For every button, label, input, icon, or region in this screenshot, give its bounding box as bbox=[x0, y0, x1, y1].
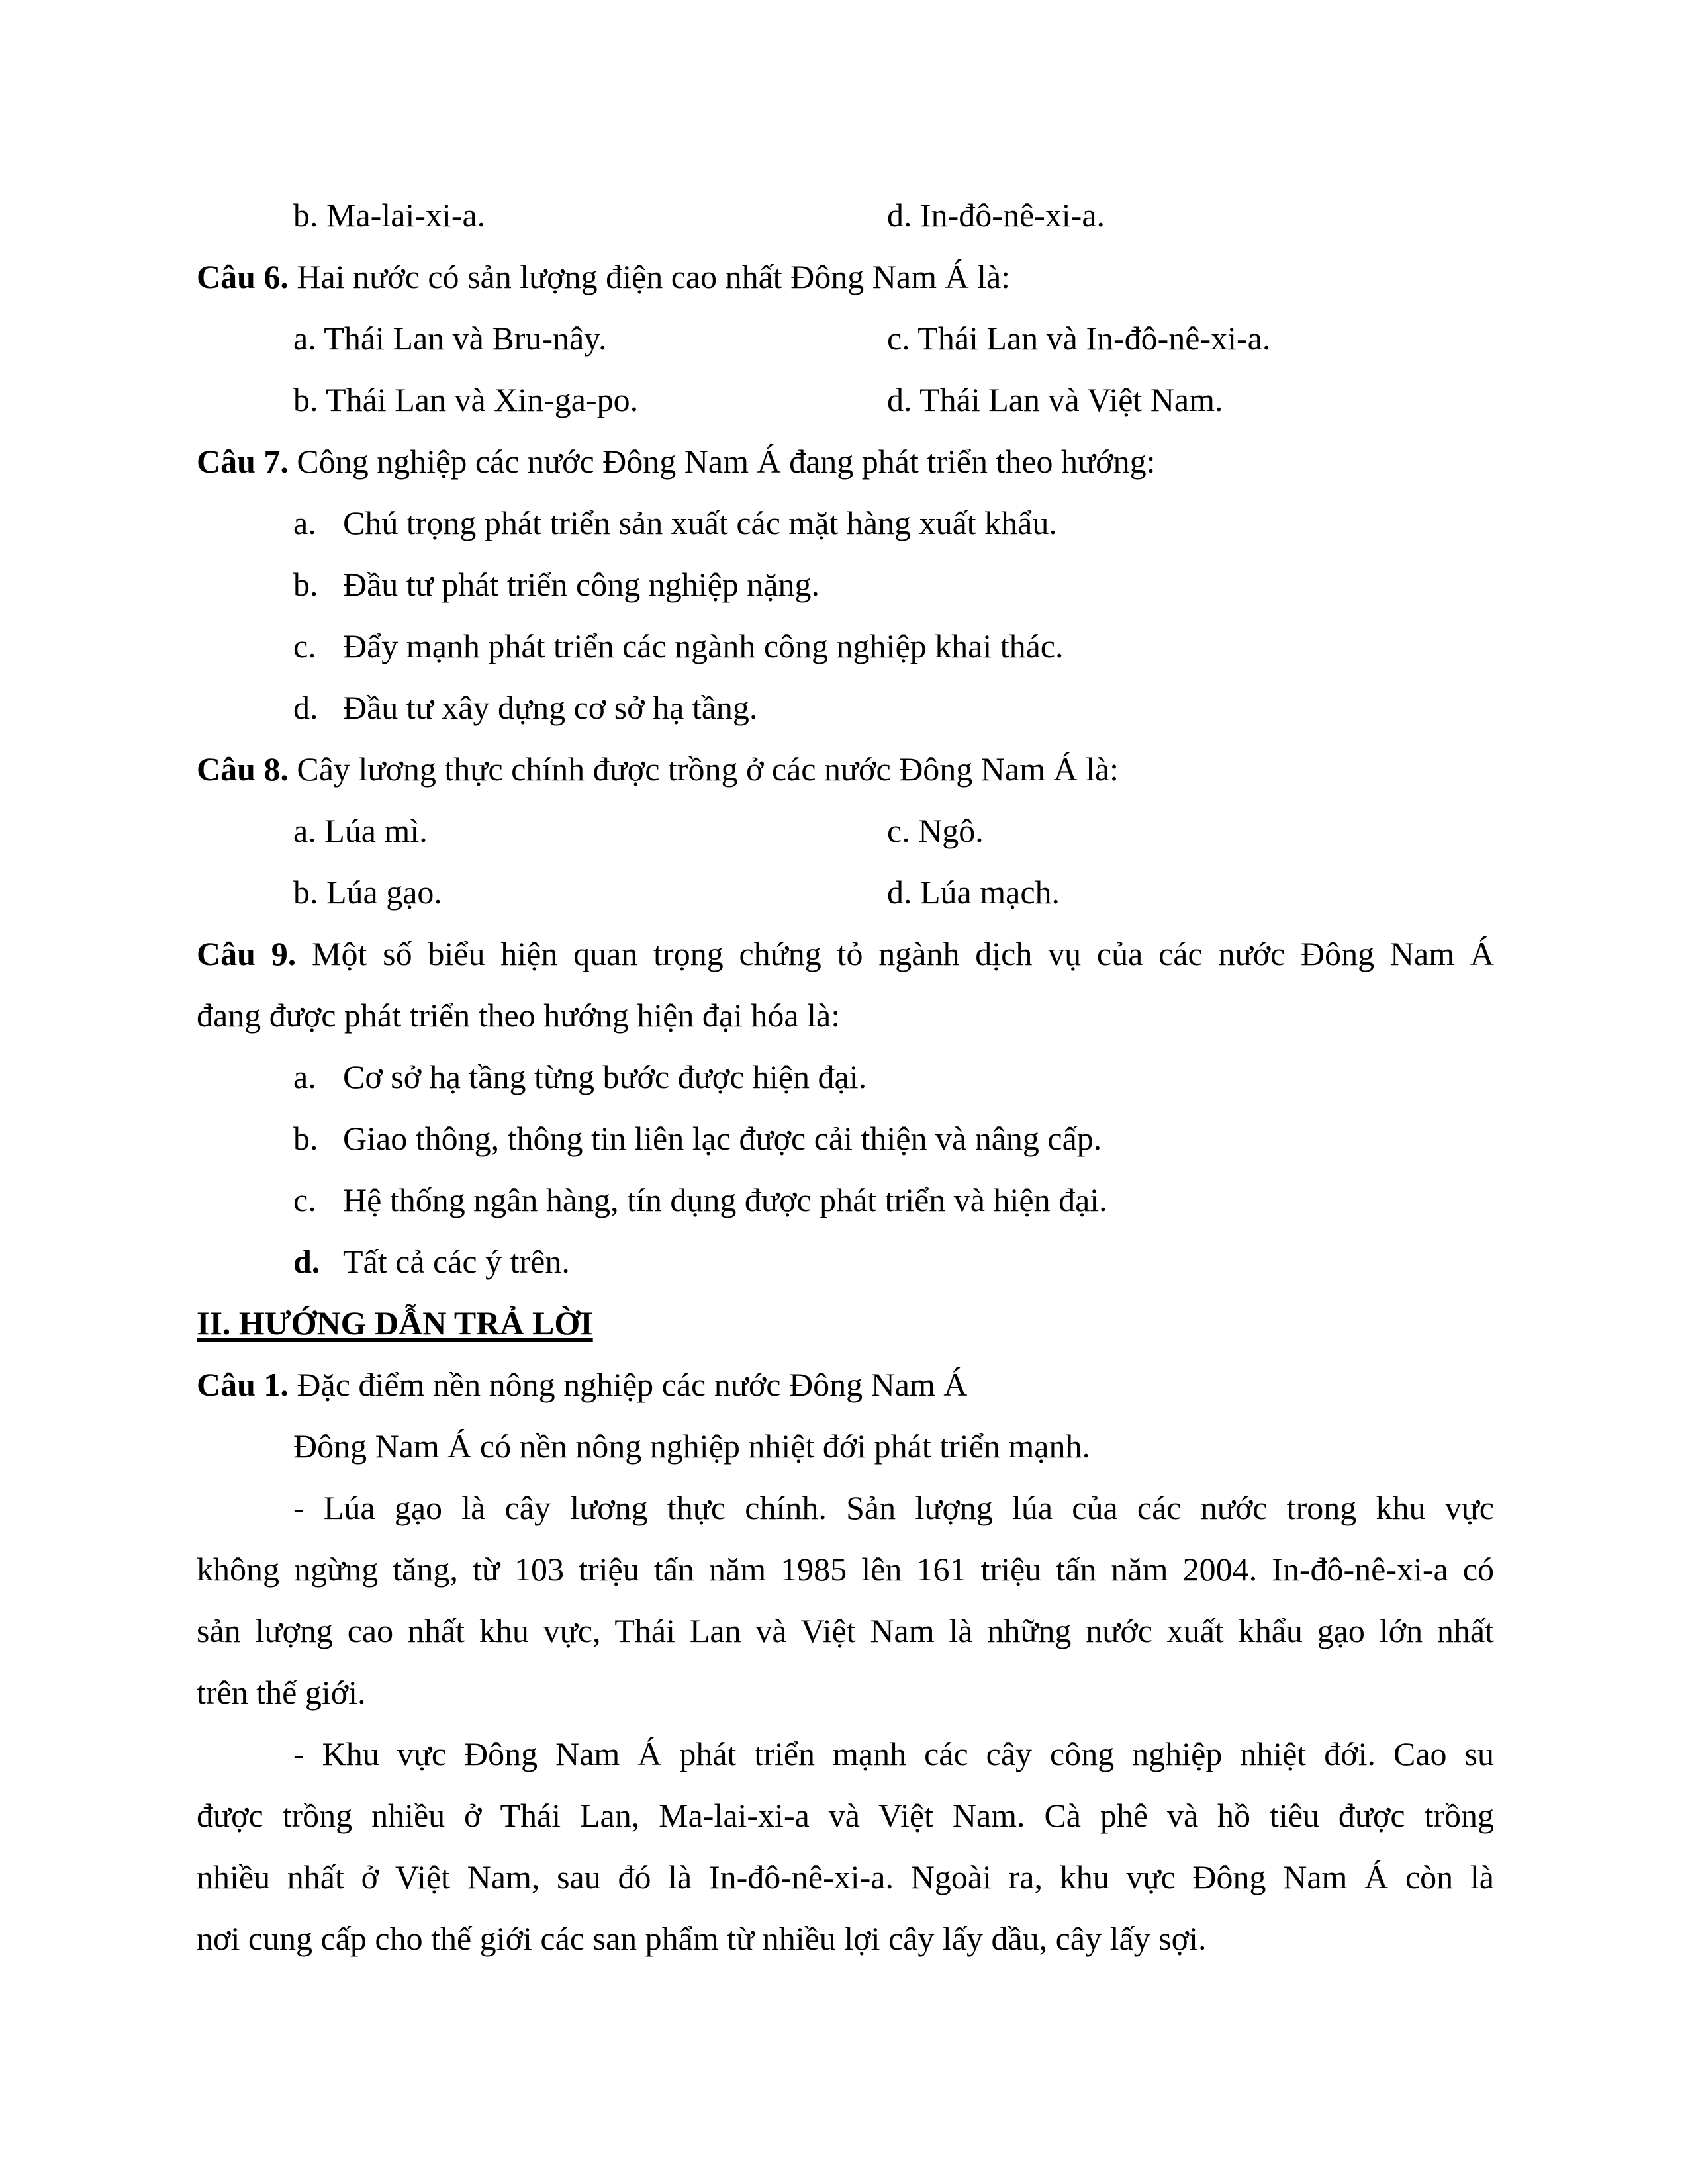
paragraph-line: trên thế giới. bbox=[197, 1674, 366, 1711]
option-marker: c. bbox=[293, 1181, 316, 1218]
option-marker: b. bbox=[293, 1120, 318, 1157]
paragraph-line: nơi cung cấp cho thế giới các san phẩm từ nhiều lợi cây lấy dầu, cây lấy sợi. bbox=[197, 1920, 1207, 1957]
option-d: d. In-đô-nê-xi-a. bbox=[887, 197, 1105, 234]
question-9 bbox=[197, 934, 1494, 974]
option-a bbox=[293, 503, 1057, 543]
option-b: b. Ma-lai-xi-a. bbox=[293, 197, 486, 234]
option-a bbox=[293, 1057, 867, 1097]
question-8 bbox=[197, 749, 1119, 789]
answer-label: Câu 1. bbox=[197, 1366, 289, 1403]
option-marker: b. bbox=[293, 566, 318, 603]
option-b: b. Thái Lan và Xin-ga-po. bbox=[293, 381, 639, 418]
question-7 bbox=[197, 441, 1156, 481]
option-text: Tất cả các ý trên. bbox=[343, 1243, 570, 1280]
paragraph-line: được trồng nhiều ở Thái Lan, Ma-lai-xi-a và Việt Nam. Cà phê và hồ tiêu được trồng bbox=[197, 1797, 1494, 1834]
option-d bbox=[293, 688, 757, 727]
option-marker: d. bbox=[293, 1243, 320, 1280]
paragraph-line: không ngừng tăng, từ 103 triệu tấn năm 1985 lên 161 triệu tấn năm 2004. In-đô-nê-xi-a có bbox=[197, 1551, 1494, 1588]
question-label: Câu 7. bbox=[197, 443, 289, 480]
question-6 bbox=[197, 257, 1010, 296]
question-text: Một số biểu hiện quan trọng chứng tỏ ngành dịch vụ của các nước Đông Nam Á bbox=[312, 935, 1494, 972]
option-text: Đẩy mạnh phát triển các ngành công nghiệp khai thác. bbox=[343, 627, 1064, 664]
question-text: Cây lương thực chính được trồng ở các nước Đông Nam Á là: bbox=[297, 751, 1119, 788]
option-d: d. Thái Lan và Việt Nam. bbox=[887, 381, 1223, 418]
paragraph-line: sản lượng cao nhất khu vực, Thái Lan và Việt Nam là những nước xuất khẩu gạo lớn nhất bbox=[197, 1612, 1494, 1649]
question-text: Hai nước có sản lượng điện cao nhất Đông Nam Á là: bbox=[297, 258, 1011, 295]
section-heading: II. HƯỚNG DẪN TRẢ LỜI bbox=[197, 1304, 593, 1342]
option-c bbox=[293, 1180, 1107, 1220]
question-9-continued: đang được phát triển theo hướng hiện đại hóa là: bbox=[197, 997, 841, 1034]
option-text: Cơ sở hạ tầng từng bước được hiện đại. bbox=[343, 1058, 867, 1095]
option-marker: c. bbox=[293, 627, 316, 664]
option-text: Hệ thống ngân hàng, tín dụng được phát triển và hiện đại. bbox=[343, 1181, 1107, 1218]
option-d bbox=[293, 1242, 570, 1281]
question-label: Câu 8. bbox=[197, 751, 289, 788]
option-b: b. Lúa gạo. bbox=[293, 874, 442, 911]
question-text: Công nghiệp các nước Đông Nam Á đang phát triển theo hướng: bbox=[297, 443, 1156, 480]
option-text: Đầu tư xây dựng cơ sở hạ tầng. bbox=[343, 689, 758, 726]
option-text: Chú trọng phát triển sản xuất các mặt hàng xuất khẩu. bbox=[343, 504, 1057, 541]
option-b bbox=[293, 1118, 1102, 1158]
paragraph-line: - Khu vực Đông Nam Á phát triển mạnh các cây công nghiệp nhiệt đới. Cao su bbox=[293, 1735, 1494, 1772]
answer-intro: Đông Nam Á có nền nông nghiệp nhiệt đới phát triển mạnh. bbox=[293, 1428, 1090, 1465]
option-marker: a. bbox=[293, 1058, 316, 1095]
option-c: c. Thái Lan và In-đô-nê-xi-a. bbox=[887, 320, 1271, 357]
question-label: Câu 6. bbox=[197, 258, 289, 295]
option-text: Đầu tư phát triển công nghiệp nặng. bbox=[343, 566, 820, 603]
option-marker: a. bbox=[293, 504, 316, 541]
option-c: c. Ngô. bbox=[887, 812, 984, 849]
option-d: d. Lúa mạch. bbox=[887, 874, 1060, 911]
option-marker: d. bbox=[293, 689, 318, 726]
question-label: Câu 9. bbox=[197, 935, 297, 972]
option-a: a. Thái Lan và Bru-nây. bbox=[293, 320, 607, 357]
option-c bbox=[293, 626, 1064, 666]
option-text: Giao thông, thông tin liên lạc được cải thiện và nâng cấp. bbox=[343, 1120, 1102, 1157]
option-a: a. Lúa mì. bbox=[293, 812, 428, 849]
option-b bbox=[293, 565, 820, 604]
paragraph-line: - Lúa gạo là cây lương thực chính. Sản lượng lúa của các nước trong khu vực bbox=[293, 1489, 1494, 1526]
answer-title: Đặc điểm nền nông nghiệp các nước Đông Nam Á bbox=[297, 1366, 968, 1403]
answer-1 bbox=[197, 1365, 967, 1404]
paragraph-line: nhiều nhất ở Việt Nam, sau đó là In-đô-nê-xi-a. Ngoài ra, khu vực Đông Nam Á còn là bbox=[197, 1858, 1494, 1895]
